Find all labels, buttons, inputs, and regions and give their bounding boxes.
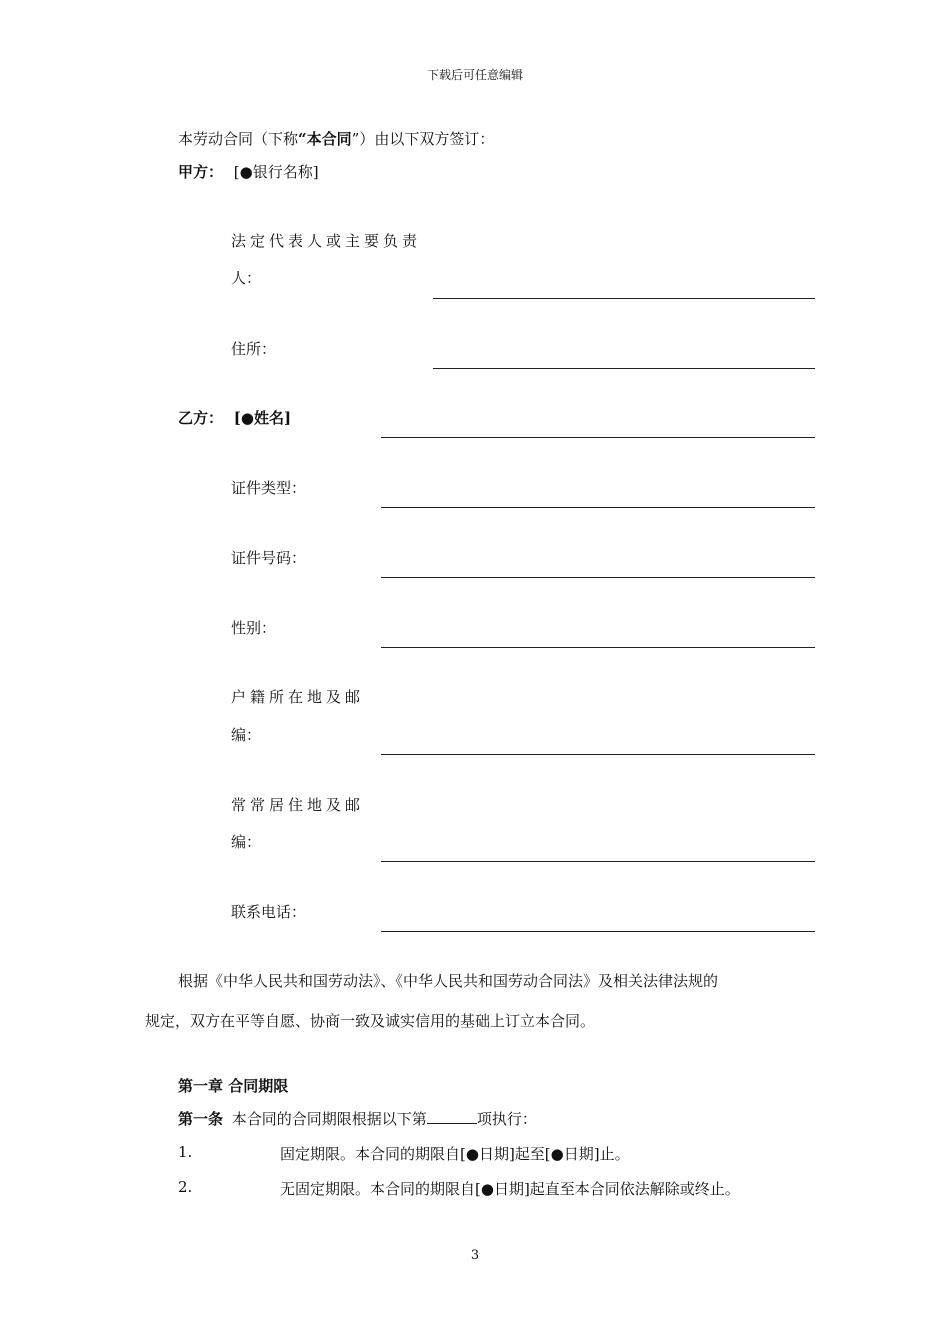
residence-label-line2: 编：	[231, 833, 262, 851]
legal-rep-label-line2: 人：	[231, 269, 262, 287]
intro-suffix: ）由以下双方签订：	[359, 130, 495, 148]
party-a-label: 甲方：	[178, 163, 224, 181]
chapter-title: 第一章 合同期限	[178, 1077, 289, 1095]
phone-field-line[interactable]	[381, 931, 815, 932]
intro-term: 本合同	[306, 130, 352, 148]
gender-label: 性别：	[231, 619, 277, 637]
intro-prefix: 本劳动合同（下称	[178, 130, 299, 148]
id-number-label: 证件号码：	[231, 549, 307, 567]
address-field-line[interactable]	[433, 368, 815, 369]
household-label-line2: 编：	[231, 726, 262, 744]
party-b-value: [●姓名]	[233, 409, 292, 427]
list-item-num-2: 2.	[178, 1178, 193, 1196]
intro-sentence	[178, 128, 494, 149]
article-1-text-a: 本合同的合同期限根据以下第	[231, 1110, 427, 1128]
household-field-line[interactable]	[381, 754, 815, 755]
article-1	[178, 1108, 537, 1129]
gender-field-line[interactable]	[381, 647, 815, 648]
list-item-text-2: 无固定期限。本合同的期限自[●日期]起直至本合同依法解除或终止。	[280, 1180, 740, 1198]
phone-label: 联系电话：	[231, 903, 307, 921]
residence-label-line1: 常常居住地及邮	[231, 796, 365, 814]
intro-quote-close: ”	[351, 130, 360, 148]
page-number: 3	[470, 1248, 480, 1263]
list-item-num-1: 1.	[178, 1143, 193, 1161]
list-item-text-1: 固定期限。本合同的期限自[●日期]起至[●日期]止。	[280, 1145, 630, 1163]
party-a-value: [●银行名称]	[233, 163, 319, 181]
id-number-field-line[interactable]	[381, 577, 815, 578]
article-1-label: 第一条	[178, 1110, 224, 1128]
residence-field-line[interactable]	[381, 861, 815, 862]
article-1-blank[interactable]	[427, 1109, 477, 1124]
party-b-row	[178, 407, 291, 428]
intro-quote-open: “	[298, 130, 307, 148]
legal-rep-label-line1: 法定代表人或主要负责	[231, 232, 422, 250]
household-label-line1: 户籍所在地及邮	[231, 688, 365, 706]
article-1-text-b: 项执行：	[476, 1110, 537, 1128]
party-a-row	[178, 161, 319, 182]
id-type-field-line[interactable]	[381, 507, 815, 508]
page-header: 下载后可任意编辑	[426, 68, 523, 82]
legal-rep-field-line[interactable]	[433, 298, 815, 299]
address-label: 住所：	[231, 340, 277, 358]
id-type-label: 证件类型：	[231, 479, 307, 497]
party-b-label: 乙方：	[178, 409, 224, 427]
basis-line-2: 规定，双方在平等自愿、协商一致及诚实信用的基础上订立本合同。	[145, 1012, 596, 1030]
basis-line-1: 根据《中华人民共和国劳动法》、《中华人民共和国劳动合同法》及相关法律法规的	[178, 972, 719, 990]
party-b-name-field-line[interactable]	[381, 437, 815, 438]
